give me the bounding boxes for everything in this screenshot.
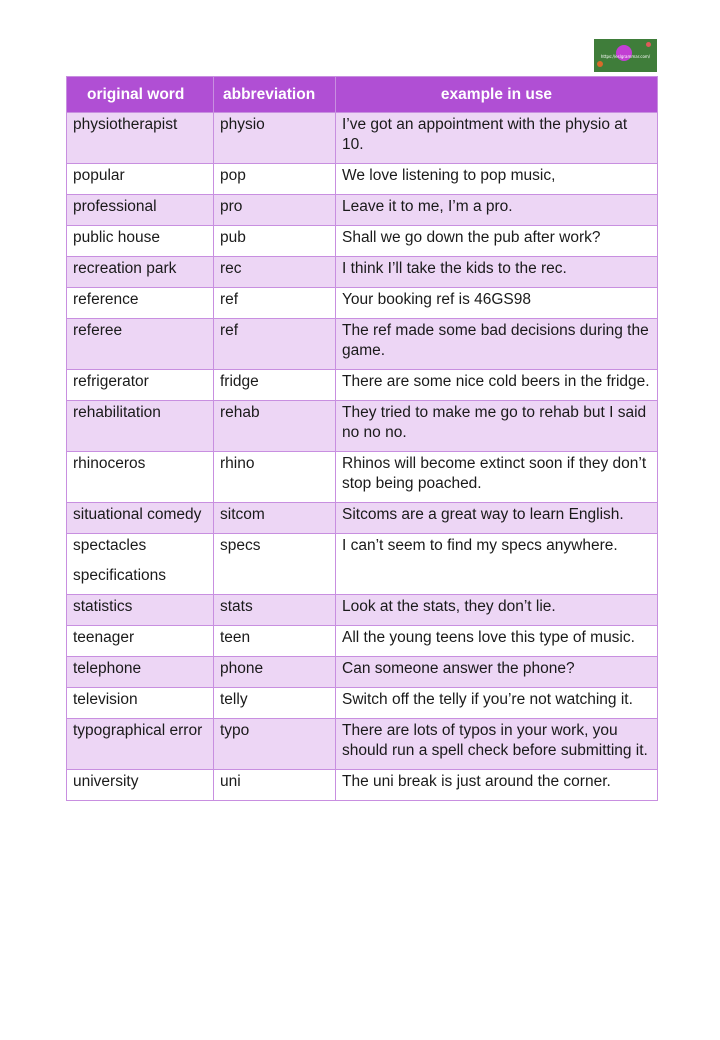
table-row [67,595,658,626]
cell-original-word: recreation park [67,257,214,288]
table-row [67,503,658,534]
cell-original-word: situational comedy [67,503,214,534]
cell-example: Your booking ref is 46GS98 [336,288,658,319]
table-row [67,370,658,401]
cell-original-word: refrigerator [67,370,214,401]
cell-abbreviation: pop [214,164,336,195]
table-row [67,452,658,503]
table-row [67,319,658,370]
cell-original-word: statistics [67,595,214,626]
cell-example: They tried to make me go to rehab but I said no no no. [336,401,658,452]
table-row [67,719,658,770]
cell-example: Sitcoms are a great way to learn English. [336,503,658,534]
cell-abbreviation: specs [214,534,336,595]
cell-example: Look at the stats, they don’t lie. [336,595,658,626]
cell-example: Shall we go down the pub after work? [336,226,658,257]
table-row [67,226,658,257]
cell-original-word: physiotherapist [67,113,214,164]
logo-dot [597,61,603,67]
cell-abbreviation: sitcom [214,503,336,534]
table-row [67,688,658,719]
original-word-line: specifications [73,567,167,584]
cell-abbreviation: fridge [214,370,336,401]
cell-example: There are some nice cold beers in the fridge. [336,370,658,401]
logo-dot [646,42,651,47]
table-row [67,164,658,195]
header-example-in-use: example in use [336,77,658,113]
cell-abbreviation: pro [214,195,336,226]
cell-original-word: popular [67,164,214,195]
cell-original-word: professional [67,195,214,226]
cell-abbreviation: uni [214,770,336,801]
cell-example: I’ve got an appointment with the physio at 10. [336,113,658,164]
cell-abbreviation: rehab [214,401,336,452]
cell-abbreviation: rec [214,257,336,288]
cell-original-word: television [67,688,214,719]
site-logo [594,39,657,72]
table-row [67,534,658,595]
cell-abbreviation: ref [214,319,336,370]
cell-abbreviation: typo [214,719,336,770]
cell-example: Rhinos will become extinct soon if they don’t stop being poached. [336,452,658,503]
cell-example: All the young teens love this type of music. [336,626,658,657]
cell-example: Leave it to me, I’m a pro. [336,195,658,226]
cell-original-word: public house [67,226,214,257]
cell-original-word: reference [67,288,214,319]
cell-original-word [67,534,214,595]
cell-original-word: rhinoceros [67,452,214,503]
table-row [67,770,658,801]
cell-original-word: typographical error [67,719,214,770]
table-row [67,195,658,226]
header-abbreviation: abbreviation [214,77,336,113]
cell-example: The uni break is just around the corner. [336,770,658,801]
cell-original-word: telephone [67,657,214,688]
header-original-word: original word [67,77,214,113]
cell-example: The ref made some bad decisions during the game. [336,319,658,370]
table-row [67,288,658,319]
cell-original-word: teenager [67,626,214,657]
table-row [67,657,658,688]
cell-example: We love listening to pop music, [336,164,658,195]
abbreviations-table [66,76,658,801]
cell-example: There are lots of typos in your work, you should run a spell check before submitting it. [336,719,658,770]
logo-url-text: https://eslgrammar.com/ [600,54,651,59]
table-row [67,401,658,452]
cell-original-word: referee [67,319,214,370]
cell-abbreviation: pub [214,226,336,257]
cell-abbreviation: telly [214,688,336,719]
table-row [67,257,658,288]
cell-example: I think I’ll take the kids to the rec. [336,257,658,288]
original-word-line: spectacles [73,537,147,554]
cell-abbreviation: physio [214,113,336,164]
cell-original-word: university [67,770,214,801]
cell-original-word: rehabilitation [67,401,214,452]
table-header-row [67,77,658,113]
cell-abbreviation: stats [214,595,336,626]
cell-abbreviation: teen [214,626,336,657]
table-row [67,113,658,164]
cell-abbreviation: phone [214,657,336,688]
cell-abbreviation: rhino [214,452,336,503]
cell-example: Switch off the telly if you’re not watching it. [336,688,658,719]
table-row [67,626,658,657]
cell-example: I can’t seem to find my specs anywhere. [336,534,658,595]
cell-example: Can someone answer the phone? [336,657,658,688]
cell-abbreviation: ref [214,288,336,319]
